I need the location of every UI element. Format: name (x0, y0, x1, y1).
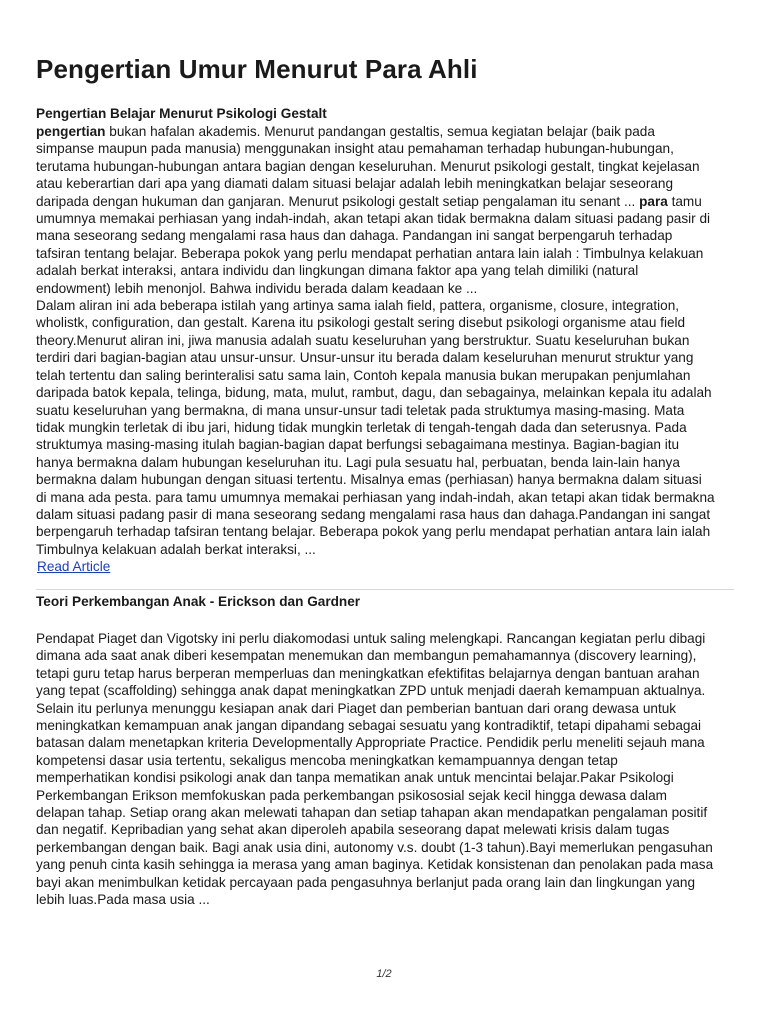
section-body (36, 123, 734, 558)
body-text-part: bukan hafalan akademis. Menurut pandangan gestaltis, semua kegiatan belajar (baik pada simpanse maupun pada manusia) menggunakan insight atau pemahaman terhadap hubungan-hubungan, terutama hubungan-hubungan antara bagian dengan keseluruhan. Menurut psikologi gestalt, tingkat kejelasan atau keberartian dari apa yang diamati dalam situasi belajar adalah lebih meningkatkan belajar seseorang daripada dengan hukuman dan ganjaran. Menurut psikologi gestalt setiap pengalaman itu senant ... (36, 124, 700, 209)
section-heading: Teori Perkembangan Anak - Erickson dan Gardner (36, 594, 361, 609)
read-article-link[interactable]: Read Article (37, 559, 111, 575)
keyword-highlight: pengertian (36, 124, 106, 139)
section-heading: Pengertian Belajar Menurut Psikologi Gestalt (36, 106, 327, 121)
section-body: Pendapat Piaget dan Vigotsky ini perlu diakomodasi untuk saling melengkapi. Rancangan kegiatan perlu dibagi dimana ada saat anak diberi kesempatan menemukan dan membangun pemahamannya (discovery learning), tetapi guru tetap harus berperan memperluas dan meningkatkan efektifitas belajarnya dengan bantuan arahan yang tepat (scaffolding) sehingga anak dapat meningkatkan ZPD untuk menjadi daerah kemampuan aktualnya. Selain itu perlunya menunggu kesiapan anak dari Piaget dan pemberian bantuan dari orang dewasa untuk meningkatkan kemampuan anak jangan dipandang sebagai sesuatu yang kontradiktif, tetapi dipahami sebagai batasan dalam menetapkan kriteria Developmentally Appropriate Practice. Pendidik perlu meneliti sejauh mana kompetensi dasar usia tertentu, sekaligus mencoba meningkatkan kemampuannya dengan tetap memperhatikan kondisi psikologi anak dan tanpa mematikan anak untuk mencintai belajar.Pakar Psikologi Perkembangan Erikson memfokuskan pada perkembangan psikososial sejak kecil hingga dewasa dalam delapan tahap. Setiap orang akan melewati tahapan dan setiap tahapan akan mendapatkan pengalaman positif dan negatif. Kepribadian yang sehat akan diperoleh apabila seseorang dapat melewati krisis dalam tugas perkembangan dengan baik. Bagi anak usia dini, autonomy v.s. doubt (1-3 tahun).Bayi memerlukan pengasuhan yang penuh cinta kasih sehingga ia merasa yang aman baginya. Ketidak konsistenan dan penolakan pada masa bayi akan menimbulkan ketidak percayaan pada pengasuhnya berlanjut pada orang lain dan lingkungan yang lebih luas.Pada masa usia ... (36, 631, 714, 908)
article-section-erickson (36, 593, 734, 909)
page-title: Pengertian Umur Menurut Para Ahli (36, 54, 478, 84)
body-text-part: tamu umumnya memakai perhiasan yang indah-indah, akan tetapi akan tidak bermakna dalam situasi padang pasir di mana seseorang sedang mengalami rasa haus dan dahaga. Pandangan ini sangat berpengaruh terhadap tafsiran tentang belajar. Beberapa pokok yang perlu mendapat perhatian antara lain ialah : Timbulnya kelakuan adalah berkat interaksi, antara individu dan lingkungan dimana faktor apa yang telah dimiliki (natural endowment) lebih menonjol. Bahwa individu berada dalam keadaan ke ... Dalam aliran ini ada beberapa istilah yang artinya sama ialah field, pattera, organisme, closure, integration, wholistk, configuration, dan gestalt. Karena itu psikologi gestalt sering disebut psikologi organisme atau field theory.Menurut aliran ini, jiwa manusia adalah suatu keseluruhan yang berstruktur. Suatu keseluruhan bukan terdiri dari bagian-bagian atau unsur-unsur. Unsur-unsur itu berada dalam keseluruhan menurut struktur yang telah tertentu dan saling berinteralisi satu sama lain, Contoh kepala manusia bukan merupakan penjumlahan daripada batok kepala, telinga, bidung, mata, mulut, rambut, dagu, dan sebagainya, melainkan kepala itu adalah suatu keseluruhan yang bermakna, di mana unsur-unsur tadi teletak pada struktumya masing-masing. Mata tidak mungkin terletak di ibu jari, hidung tidak mungkin terletak di tengah-tengah dada dan seterusnya. Pada struktumya masing-masing itulah bagian-bagian dapat berfungsi sebagaimana mestinya. Bagian-bagian itu hanya bermakna dalam hubungan keseluruhan itu. Lagi pula sesuatu hal, perbuatan, benda lain-lain hanya bermakna dalam hubungan dengan situasi tertentu. Misalnya emas (perhiasan) hanya bermakna dalam situasi di mana ada pesta. para tamu umumnya memakai perhiasan yang indah-indah, akan tetapi akan tidak bermakna dalam situasi padang pasir di mana seseorang sedang mengalami rasa haus dan dahaga.Pandangan ini sangat berpengaruh terhadap tafsiran tentang belajar. Beberapa pokok yang perlu mendapat perhatian antara lain ialah Timbulnya kelakuan adalah berkat interaksi, ... (36, 193, 715, 557)
article-section-gestalt (36, 105, 734, 576)
page-number: 1/2 (376, 968, 392, 980)
keyword-highlight: para (639, 193, 668, 209)
section-divider (36, 589, 734, 590)
